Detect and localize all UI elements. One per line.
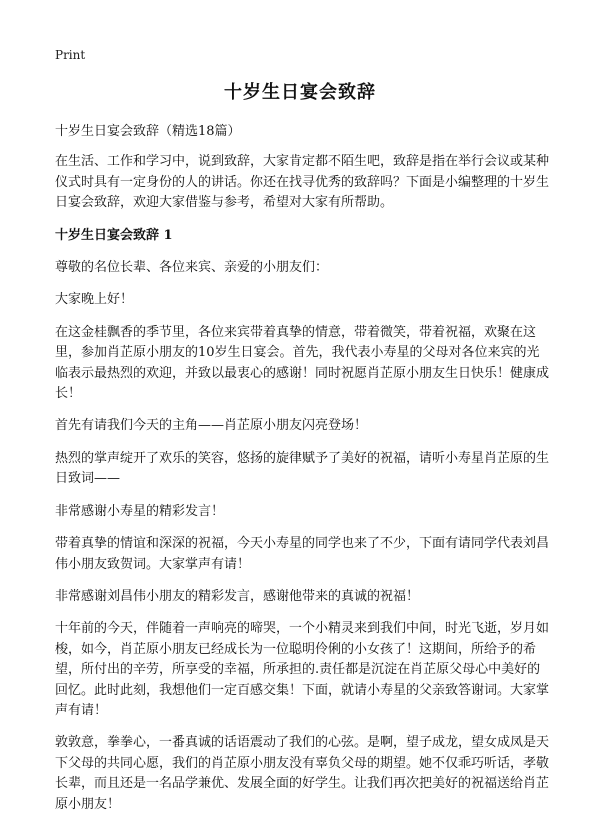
intro-paragraph: 在生活、工作和学习中，说到致辞，大家肯定都不陌生吧，致辞是指在举行会议或某种仪式时具有一定身份的人的讲话。你还在找寻优秀的致辞吗？下面是小编整理的十岁生日宴会致辞，欢迎大家借鉴与参考，希望对大家有所帮助。 (55, 154, 550, 211)
article-subtitle: 十岁生日宴会致辞（精选18篇） (55, 124, 241, 139)
article-body (55, 122, 550, 827)
paragraph: 首先有请我们今天的主角——肖芷原小朋友闪亮登场！ (55, 418, 368, 434)
paragraph: 在这金桂飘香的季节里，各位来宾带着真挚的情意，带着微笑，带着祝福，欢聚在这里，参加肖芷原小朋友的10岁生日宴会。首先，我代表小寿星的父母对各位来宾的光临表示最热烈的欢迎，并致以最衷心的感谢！同时祝愿肖芷原小朋友生日快乐！健康成长！ (55, 324, 550, 402)
paragraph: 非常感谢刘昌伟小朋友的精彩发言，感谢他带来的真诚的祝福！ (55, 588, 420, 604)
paragraph: 尊敬的名位长辈、各位来宾、亲爱的小朋友们： (55, 260, 329, 276)
paragraph: 热烈的掌声绽开了欢乐的笑容，悠扬的旋律赋予了美好的祝福，请听小寿星肖芷原的生日致词—— (55, 450, 550, 487)
paragraph: 带着真挚的情谊和深深的祝福，今天小寿星的同学也来了不少，下面有请同学代表刘昌伟小朋友致贺词。大家掌声有请！ (55, 536, 550, 572)
section-heading: 十岁生日宴会致辞 1 (55, 227, 173, 243)
paragraph: 非常感谢小寿星的精彩发言！ (55, 503, 225, 519)
page-title: 十岁生日宴会致辞 (224, 82, 376, 103)
print-link[interactable]: Print (55, 48, 86, 62)
paragraph: 十年前的今天，伴随着一声响亮的啼哭，一个小精灵来到我们中间，时光飞逝，岁月如梭，如今，肖芷原小朋友已经成长为一位聪明伶俐的小女孩了！这期间，所给予的希望，所付出的辛劳，所享受的幸福，所承担的.责任都是沉淀在肖芷原父母心中美好的回忆。此时此刻，我想他们一定百感交集！下面，就请小寿星的父亲致答谢词。大家掌声有请！ (55, 621, 550, 718)
paragraph: 大家晚上好！ (55, 292, 134, 308)
paragraph: 敦敦意，拳拳心，一番真诚的话语震动了我们的心弦。是啊，望子成龙，望女成凤是天下父母的共同心愿，我们的肖芷原小朋友没有辜负父母的期望。她不仅乖巧听话，孝敬长辈，而且还是一名品学兼优、发展全面的好学生。让我们再次把美好的祝福送给肖芷原小朋友！ (55, 735, 550, 812)
